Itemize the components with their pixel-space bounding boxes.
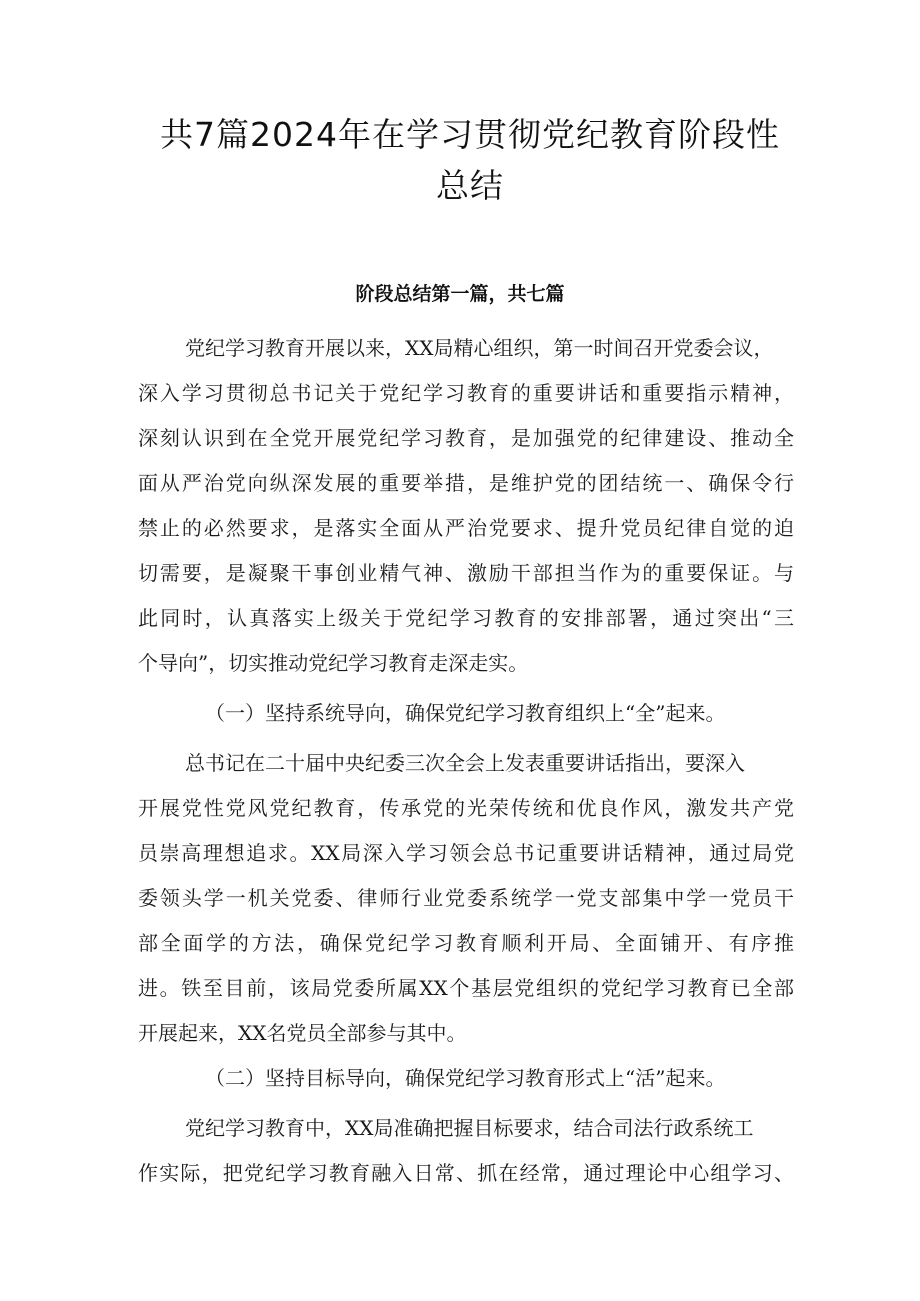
paragraph-line: 作实际，把党纪学习教育融入日常、抓在经常，通过理论中心组学习、 [138, 1161, 794, 1185]
paragraph-line: 深入学习贯彻总书记关于党纪学习教育的重要讲话和重要指示精神， [138, 381, 794, 405]
paragraph-line: 切需要，是凝聚干事创业精气神、激励干部担当作为的重要保证。与 [138, 561, 794, 585]
paragraph-line: 个导向”，切实推动党纪学习教育走深走实。 [138, 651, 529, 675]
paragraph-line: 深刻认识到在全党开展党纪学习教育，是加强党的纪律建设、推动全 [138, 426, 794, 450]
paragraph-line: 开展起来，XX名党员全部参与其中。 [138, 1021, 467, 1045]
section-heading: （二）坚持目标导向，确保党纪学习教育形式上“活”起来。 [205, 1066, 726, 1090]
paragraph-line: 党纪学习教育中，XX局准确把握目标要求，结合司法行政系统工 [185, 1116, 754, 1140]
paragraph-line: 面从严治党向纵深发展的重要举措，是维护党的团结统一、确保令行 [138, 471, 794, 495]
paragraph-line: 党纪学习教育开展以来，XX局精心组织，第一时间召开党委会议， [185, 336, 774, 360]
paragraph-line: 开展党性党风党纪教育，传承党的光荣传统和优良作风，激发共产党 [138, 796, 794, 820]
paragraph-line: 总书记在二十届中央纪委三次全会上发表重要讲话指出，要深入 [185, 751, 745, 775]
document-title-line-1: 共7篇2024年在学习贯彻党纪教育阶段性 [160, 115, 780, 154]
section-subtitle: 阶段总结第一篇，共七篇 [355, 283, 565, 305]
paragraph-line: 进。铁至目前，该局党委所属XX个基层党组织的党纪学习教育已全部 [138, 976, 794, 1000]
paragraph-line: 此同时，认真落实上级关于党纪学习教育的安排部署，通过突出“三 [138, 606, 794, 630]
document-title-line-2: 总结 [436, 166, 504, 205]
paragraph-line: 员崇高理想追求。XX局深入学习领会总书记重要讲话精神，通过局党 [138, 841, 794, 865]
paragraph-line: 禁止的必然要求，是落实全面从严治党要求、提升党员纪律自觉的迫 [138, 516, 794, 540]
paragraph-line: 委领头学一机关党委、律师行业党委系统学一党支部集中学一党员干 [138, 886, 794, 910]
section-heading: （一）坚持系统导向，确保党纪学习教育组织上“全”起来。 [205, 701, 726, 725]
paragraph-line: 部全面学的方法，确保党纪学习教育顺利开局、全面铺开、有序推 [138, 931, 794, 955]
